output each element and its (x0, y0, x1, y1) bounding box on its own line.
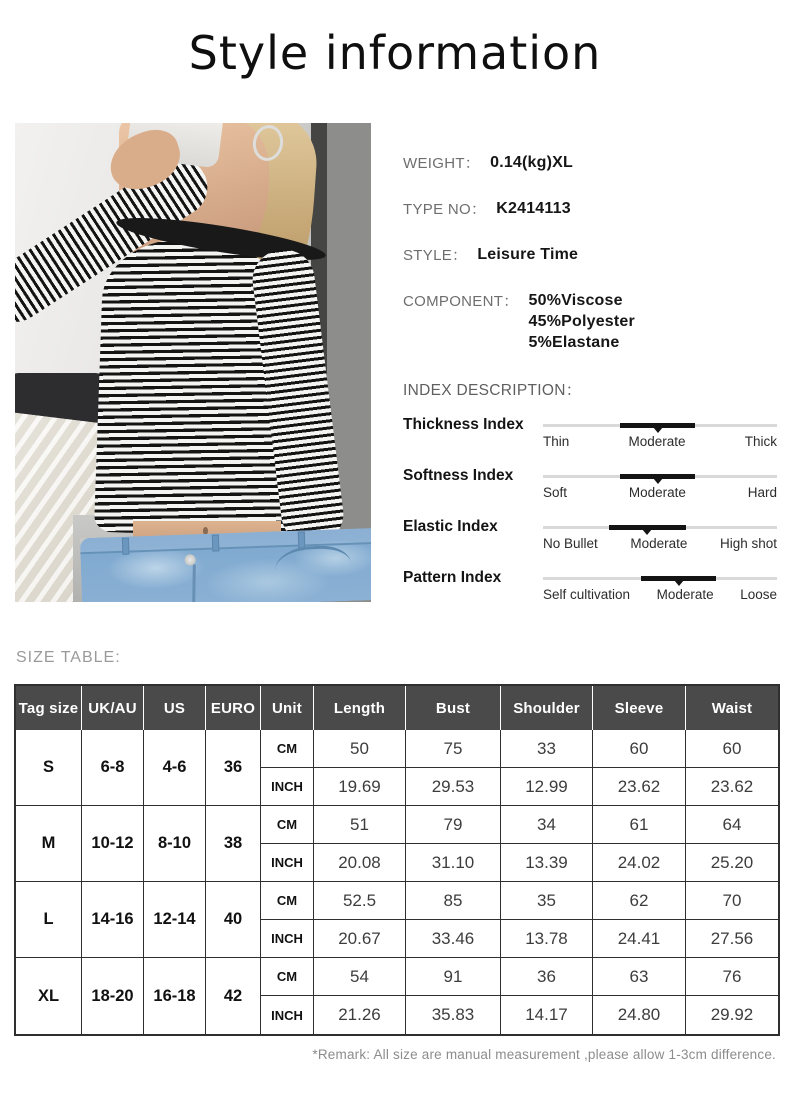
info-field-label: WEIGHT： (403, 155, 481, 172)
measurement-cell-cm: 63 (593, 958, 686, 996)
measurement-cell-inch: 27.56 (686, 920, 778, 958)
index-option: Hard (747, 485, 777, 500)
measurement-cell-cm: 85 (406, 882, 501, 920)
size-cell-uk-au: 18-20 (82, 958, 144, 1034)
index-option-selected: Moderate (656, 587, 714, 602)
measurement-cell-inch: 24.80 (593, 996, 686, 1034)
index-option: Thin (543, 434, 570, 449)
index-option: Loose (740, 587, 777, 602)
photo-jeans-belt-loop (122, 538, 130, 555)
size-table-header-cell: Tag size (16, 686, 82, 730)
index-slider-selected-segment (641, 576, 716, 581)
size-table-header-cell: UK/AU (82, 686, 144, 730)
unit-cell: INCH (261, 920, 314, 958)
size-table-header-cell: Unit (261, 686, 314, 730)
info-field-value (477, 244, 578, 265)
measurement-cell-cm: 60 (686, 730, 778, 768)
size-table-label: SIZE TABLE: (16, 649, 121, 666)
photo-jeans (80, 528, 371, 602)
index-rows (403, 415, 777, 602)
index-description-heading: INDEX DESCRIPTION： (403, 382, 582, 399)
index-options (543, 587, 777, 602)
size-cell-uk-au: 6-8 (82, 730, 144, 806)
measurement-cell-inch: 20.08 (314, 844, 406, 882)
measurement-cell-cm: 35 (501, 882, 593, 920)
measurement-cell-cm: 54 (314, 958, 406, 996)
info-field-value (490, 152, 573, 173)
info-field-value-line: Leisure Time (477, 246, 579, 263)
unit-cell: CM (261, 730, 314, 768)
unit-cell: INCH (261, 844, 314, 882)
measurement-cell-cm: 76 (686, 958, 778, 996)
index-row (403, 517, 777, 551)
measurement-cell-inch: 23.62 (593, 768, 686, 806)
info-field-label: STYLE： (403, 247, 468, 264)
remark-note: *Remark: All size are manual measurement ,please allow 1-3cm difference. (312, 1047, 776, 1062)
size-cell-us: 16-18 (144, 958, 206, 1034)
index-slider (543, 517, 777, 551)
index-slider (543, 568, 777, 602)
index-slider-selected-segment (620, 423, 695, 428)
measurement-cell-inch: 35.83 (406, 996, 501, 1034)
info-fields (403, 152, 777, 353)
measurement-cell-inch: 20.67 (314, 920, 406, 958)
info-field (403, 152, 777, 173)
index-slider (543, 415, 777, 449)
size-table-header-cell: Length (314, 686, 406, 730)
measurement-cell-inch: 29.53 (406, 768, 501, 806)
size-cell-uk-au: 14-16 (82, 882, 144, 958)
info-field (403, 198, 777, 219)
measurement-cell-inch: 24.02 (593, 844, 686, 882)
index-option: Soft (543, 485, 568, 500)
unit-cell: CM (261, 806, 314, 844)
size-cell-euro: 42 (206, 958, 261, 1034)
size-table-head (16, 686, 778, 730)
table-row (16, 730, 778, 768)
measurement-cell-inch: 31.10 (406, 844, 501, 882)
measurement-cell-cm: 62 (593, 882, 686, 920)
info-field-value (496, 198, 571, 219)
index-row (403, 568, 777, 602)
index-slider-marker (653, 427, 663, 433)
index-options (543, 536, 777, 551)
size-table-header-row (16, 686, 778, 730)
product-photo (15, 123, 371, 602)
index-slider-track (543, 424, 777, 427)
size-cell-uk-au: 10-12 (82, 806, 144, 882)
index-option-selected: Moderate (628, 485, 686, 500)
size-cell-euro: 40 (206, 882, 261, 958)
size-cell-us: 8-10 (144, 806, 206, 882)
index-slider-marker (674, 580, 684, 586)
size-table (14, 684, 780, 1036)
photo-jeans-fly-seam (192, 564, 196, 602)
size-table-body (16, 730, 778, 1034)
size-table-header-cell: Waist (686, 686, 778, 730)
size-cell-euro: 36 (206, 730, 261, 806)
measurement-cell-cm: 70 (686, 882, 778, 920)
measurement-cell-cm: 50 (314, 730, 406, 768)
index-slider-marker (653, 478, 663, 484)
page-title: Style information (188, 26, 602, 80)
measurement-cell-inch: 19.69 (314, 768, 406, 806)
measurement-cell-inch: 12.99 (501, 768, 593, 806)
index-slider-track (543, 526, 777, 529)
size-cell-euro: 38 (206, 806, 261, 882)
index-row-label: Pattern Index (403, 569, 502, 586)
size-table-header-cell: Shoulder (501, 686, 593, 730)
size-table-header-cell: US (144, 686, 206, 730)
info-field (403, 244, 777, 265)
measurement-cell-cm: 91 (406, 958, 501, 996)
index-option: Self cultivation (543, 587, 631, 602)
size-cell-tag: XL (16, 958, 82, 1034)
measurement-cell-cm: 33 (501, 730, 593, 768)
unit-cell: INCH (261, 768, 314, 806)
index-slider-selected-segment (609, 525, 686, 530)
size-cell-tag: S (16, 730, 82, 806)
index-option-selected: Moderate (628, 434, 686, 449)
index-row-label: Thickness Index (403, 416, 524, 433)
index-slider-selected-segment (620, 474, 695, 479)
info-field-value-line: K2414113 (496, 200, 571, 217)
index-row-label: Elastic Index (403, 518, 498, 535)
index-slider-track (543, 577, 777, 580)
measurement-cell-inch: 23.62 (686, 768, 778, 806)
info-field-label: COMPONENT： (403, 293, 519, 310)
info-field-value-line: 5%Elastane (528, 334, 620, 351)
unit-cell: CM (261, 882, 314, 920)
index-slider-marker (642, 529, 652, 535)
unit-cell: CM (261, 958, 314, 996)
measurement-cell-inch: 13.39 (501, 844, 593, 882)
table-row (16, 806, 778, 844)
product-info-column (403, 152, 777, 619)
info-field-value-line: 0.14(kg)XL (490, 154, 574, 171)
table-row (16, 958, 778, 996)
info-field-label: TYPE NO： (403, 201, 487, 218)
index-row-label: Softness Index (403, 467, 514, 484)
size-cell-tag: M (16, 806, 82, 882)
size-cell-us: 12-14 (144, 882, 206, 958)
info-field-value-line: 45%Polyester (528, 313, 635, 330)
measurement-cell-cm: 75 (406, 730, 501, 768)
measurement-cell-cm: 79 (406, 806, 501, 844)
size-table-header-cell: Sleeve (593, 686, 686, 730)
size-cell-us: 4-6 (144, 730, 206, 806)
measurement-cell-cm: 52.5 (314, 882, 406, 920)
index-option: High shot (719, 536, 777, 551)
unit-cell: INCH (261, 996, 314, 1034)
index-slider (543, 466, 777, 500)
table-row (16, 882, 778, 920)
index-option: No Bullet (543, 536, 598, 551)
measurement-cell-inch: 25.20 (686, 844, 778, 882)
measurement-cell-inch: 14.17 (501, 996, 593, 1034)
measurement-cell-cm: 34 (501, 806, 593, 844)
index-slider-track (543, 475, 777, 478)
index-option-selected: Moderate (630, 536, 688, 551)
info-field (403, 290, 777, 353)
photo-jeans-belt-loop (212, 534, 220, 551)
size-table-header-cell: EURO (206, 686, 261, 730)
info-field-value-line: 50%Viscose (528, 292, 623, 309)
measurement-cell-cm: 61 (593, 806, 686, 844)
measurement-cell-cm: 51 (314, 806, 406, 844)
measurement-cell-cm: 64 (686, 806, 778, 844)
measurement-cell-inch: 13.78 (501, 920, 593, 958)
index-options (543, 434, 777, 449)
photo-jeans-pocket (274, 545, 352, 594)
index-options (543, 485, 777, 500)
measurement-cell-cm: 60 (593, 730, 686, 768)
measurement-cell-inch: 29.92 (686, 996, 778, 1034)
index-row (403, 466, 777, 500)
info-field-value (529, 290, 635, 353)
index-option: Thick (744, 434, 777, 449)
index-row (403, 415, 777, 449)
measurement-cell-inch: 21.26 (314, 996, 406, 1034)
size-cell-tag: L (16, 882, 82, 958)
measurement-cell-inch: 24.41 (593, 920, 686, 958)
measurement-cell-cm: 36 (501, 958, 593, 996)
measurement-cell-inch: 33.46 (406, 920, 501, 958)
size-table-header-cell: Bust (406, 686, 501, 730)
